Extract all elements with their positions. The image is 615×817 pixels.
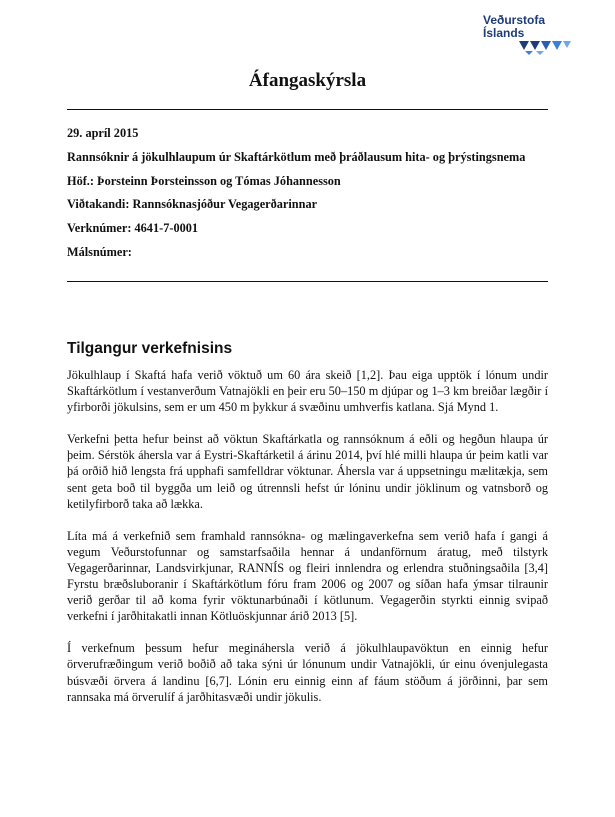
- report-subject: Rannsóknir á jökulhlaupum úr Skaftárkötlum með þráðlausum hita- og þrýstingsnema: [67, 149, 526, 164]
- report-authors: Höf.: Þorsteinn Þorsteinsson og Tómas Jóhannesson: [67, 173, 341, 188]
- bottom-divider: [67, 281, 548, 282]
- section-body: [67, 367, 548, 721]
- paragraph: Verkefni þetta hefur beinst að vöktun Skaftárkatla og rannsóknum á eðli og hegðun hlaupa úr þeim. Sérstök áhersla var á Eystri-Skaftárketil á árinu 2014, því hlé milli hlaupa úr þeim katli var þá orðið hið lengsta frá upphafi samfelldrar vöktunar. Áhersla var á uppsetningu mælitækja, sem sent geta boð til byggða um leið og útrennsli hefst úr lóninu undir jöklinum og vatnsborð og ketilyfirborð taka að lækka.: [67, 432, 548, 511]
- report-date: 29. apríl 2015: [67, 126, 139, 140]
- case-number: Málsnúmer:: [67, 244, 132, 259]
- vedurstofa-logo: [483, 14, 578, 58]
- logo-line-2: Íslands: [483, 26, 525, 40]
- logo-line-1: Veðurstofa: [483, 13, 546, 27]
- top-divider: [67, 109, 548, 110]
- paragraph: Líta má á verkefnið sem framhald rannsókna- og mælingaverkefna sem verið hafa í gangi á vegum Veðurstofunnar og samstarfsaðila hennar á undanförnum áratug, með tilstyrk Vegagerðarinnar, Landsvirkjunar, RANNÍS og fleiri innlendra og erlendra stuðningsaðila [3,4] Fyrstu bræðsluboranir í Skaftárkötlum fóru fram 2006 og 2007 og síðan hafa ýmsar tilraunir verið gerðar til að koma fyrir vöktunarbúnaði í kötlunum. Vegagerðin styrkti einnig svipað verkefni í jarðhitakatli innan Kötluöskjunnar árið 2013 [5].: [67, 528, 548, 624]
- logo-wordmark: [483, 14, 545, 40]
- paragraph: Jökulhlaup í Skaftá hafa verið vöktuð um 60 ára skeið [1,2]. Þau eiga upptök í lónum undir Skaftárkötlum í vestanverðum Vatnajökli en þeir eru 50–150 m djúpar og 1–3 km breiðar lægðir í yfirborði jökulsins, sem er um 450 m þykkur á svæðinu umhverfis katlana. Sjá Mynd 1.: [67, 368, 548, 415]
- logo-triangles-icon: [519, 41, 571, 55]
- report-recipient: Viðtakandi: Rannsóknasjóður Vegagerðarinnar: [67, 197, 318, 212]
- project-number: Verknúmer: 4641-7-0001: [67, 221, 199, 236]
- paragraph: Í verkefnum þessum hefur megináhersla verið á jökulhlaupavöktun en einnig hefur örverufræðingum verið boðið að taka sýni úr lónunum undir Vatnajökli, úr einu óvenjulegasta búsvæði örvera á landinu [6,7]. Lónin eru einnig einn af fáum stöðum á jörðinni, þar sem rannsaka má örverulíf á jarðhitasvæði undir jökulis.: [67, 641, 548, 704]
- document-metadata: [67, 125, 557, 268]
- section-heading: Tilgangur verkefnisins: [67, 340, 233, 357]
- document-title: Áfangaskýrsla: [248, 70, 367, 91]
